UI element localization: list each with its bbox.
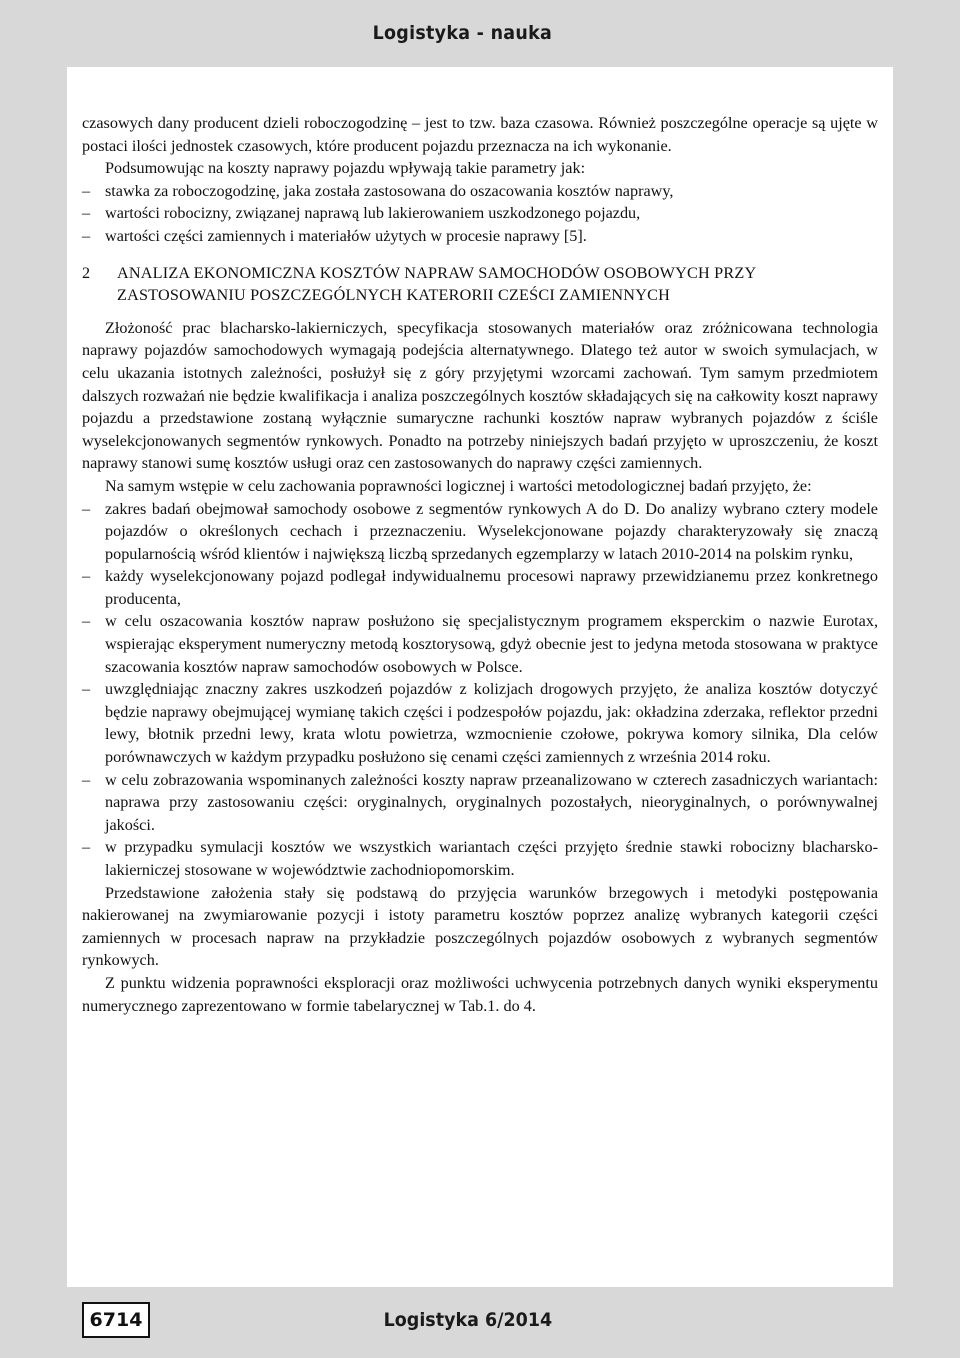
list-item: – stawka za roboczogodzinę, jaka została zastosowana do oszacowania kosztów naprawy, [82,181,674,200]
section-paragraph: Złożoność prac blacharsko-lakierniczych, specyfikacja stosowanych materiałów oraz zróżnicowana technologia naprawy pojazdów samochodowych wymagają podejścia alternatywnego. Dlatego też autor w swoich symulacjach, w celu ukazania istotnych zależności, posłużył się z góry przyjętymi wzorcami zachowań. Tym samym przedmiotem dalszych rozważań nie będzie kwalifikacja i analiza poszczególnych kosztów składających się na całkowity koszt naprawy pojazdu a przedstawione zostaną wyłącznie sumaryczne rachunki kosztów napraw wybranych pojazdów z ściśle wyselekcjonowanych segmentów rynkowych. Ponadto na potrzeby niniejszych badań przyjęto w uproszczeniu, że koszt naprawy stanowi sumę kosztów usługi oraz cen zastosowanych do naprawy części zamiennych. [82,318,878,473]
running-header: Logistyka - nauka [372,22,552,44]
page-number-box: 6714 [82,1302,150,1338]
journal-footer: Logistyka 6/2014 [383,1309,552,1331]
section-paragraph: Na samym wstępie w celu zachowania poprawności logicznej i wartości metodologicznej badań przyjęto, że: [105,476,812,495]
section-title: ANALIZA EKONOMICZNA KOSZTÓW NAPRAW SAMOCHODÓW OSOBOWYCH PRZY ZASTOSOWANIU POSZCZEGÓLNYCH KATERORII CZEŚCI ZAMIENNYCH [117,263,756,305]
intro-paragraph: czasowych dany producent dzieli roboczogodzinę – jest to tzw. baza czasowa. Również poszczególne operacje są ujęte w postaci ilości jednostek czasowych, które producent pojazdu przeznacza na ich wykonanie. [82,114,878,155]
list-item: – wartości części zamiennych i materiałów użytych w procesie naprawy [5]. [82,226,587,245]
assumptions-list [82,498,878,882]
list-item: – w celu oszacowania kosztów napraw posłużono się specjalistycznym programem eksperckim o nazwie Eurotax, wspierając eksperyment numeryczny metodą kosztorysową, gdyż obecnie jest to jedyna metoda stosowana w praktyce szacowania kosztów napraw samochodów osobowych w Polsce. [82,612,878,676]
list-item: – w celu zobrazowania wspominanych zależności koszty napraw przeanalizowano w czterech zasadniczych wariantach: naprawa przy zastosowaniu części: oryginalnych, oryginalnych pozostałych, nieoryginalnych, o porównywalnej jakości. [82,770,878,834]
intro-parameter-list [82,180,878,248]
list-item: – w przypadku symulacji kosztów we wszystkich wariantach części przyjęto średnie stawki robocizny blacharsko-lakierniczej stosowane w województwie zachodniopomorskim. [82,838,878,879]
section-paragraph: Z punktu widzenia poprawności eksploracji oraz możliwości uchwycenia potrzebnych danych wyniki eksperymentu numerycznego zaprezentowano w formie tabelarycznej w Tab.1. do 4. [82,973,878,1015]
section-number: 2 [82,263,91,282]
intro-summary-paragraph: Podsumowując na koszty naprawy pojazdu wpływają takie parametry jak: [105,159,586,178]
section-paragraph: Przedstawione założenia stały się podstawą do przyjęcia warunków brzegowych i metodyki postępowania nakierowanej na zwymiarowanie pozycji i istoty parametru kosztów poprzez analizę wybranych kategorii części zamiennych w procesach napraw na przykładzie poszczególnych pojazdów osobowych z wybranych segmentów rynkowych. [82,883,878,970]
list-item: – zakres badań obejmował samochody osobowe z segmentów rynkowych A do D. Do analizy wybrano cztery modele pojazdów o określonych cechach i przeznaczeniu. Wyselekcjonowane pojazdy charakteryzowały się znaczą popularnością wśród klientów i największą liczbą sprzedanych egzemplarzy w latach 2010-2014 na polskim rynku, [82,499,878,563]
section-heading [82,262,878,307]
article-body [82,112,878,1017]
list-item: – wartości robocizny, związanej naprawą lub lakierowaniem uszkodzonego pojazdu, [82,204,641,223]
list-item: – uwzględniając znaczny zakres uszkodzeń pojazdów z kolizjach drogowych przyjęto, że analiza kosztów dotyczyć będzie naprawy obejmującej wymianę takich części i podzespołów pojazdu, jak: okładzina zderzaka, reflektor przedni lewy, błotnik przedni lewy, krata wlotu powietrza, wzmocnienie czołowe, pokrywa komory silnika, Dla celów porównawczych w każdym przypadku posłużono się cenami części zamiennych z września 2014 roku. [82,680,878,767]
list-item: – każdy wyselekcjonowany pojazd podlegał indywidualnemu procesowi naprawy przewidzianemu przez konkretnego producenta, [82,567,878,608]
